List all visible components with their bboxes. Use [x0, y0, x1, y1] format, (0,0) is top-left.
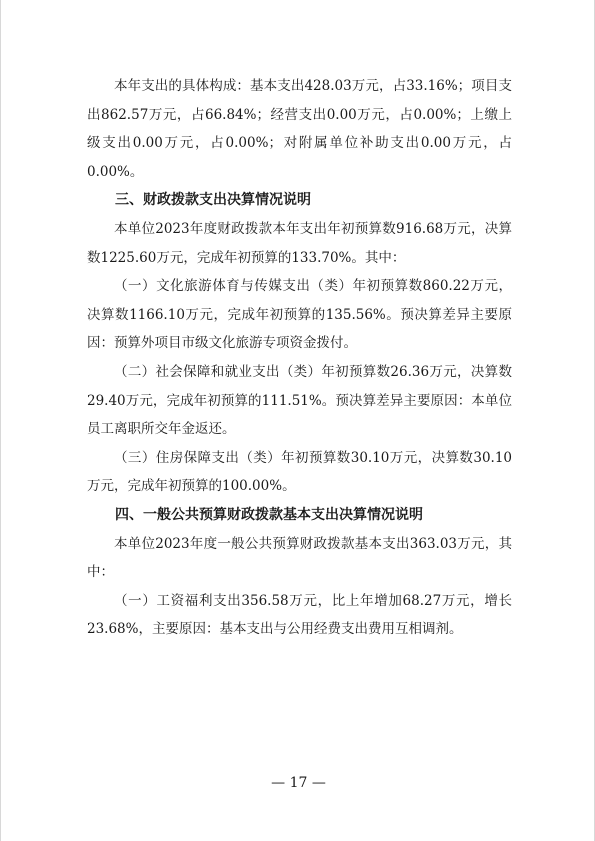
section-heading-4: 四、一般公共预算财政拨款基本支出决算情况说明 — [115, 506, 423, 523]
paragraph-salary-welfare: （一）工资福利支出356.58万元，比上年增加68.27万元，增长23.68%，主要原因：基本支出与公用经费支出费用互相调剂。 — [87, 592, 512, 638]
paragraph-housing: （三）住房保障支出（类）年初预算数30.10万元，决算数30.10万元，完成年初预算的100.00%。 — [87, 449, 512, 495]
paragraph-fiscal-appropriation: 本单位2023年度财政拨款本年支出年初预算数916.68万元，决算数1225.60万元，完成年初预算的133.70%。其中： — [87, 220, 512, 266]
paragraph-culture-tourism: （一）文化旅游体育与传媒支出（类）年初预算数860.22万元，决算数1166.10万元，完成年初预算的135.56%。预决算差异主要原因：预算外项目市级文化旅游专项资金拨付。 — [87, 278, 512, 352]
paragraph-basic-expenditure: 本单位2023年度一般公共预算财政拨款基本支出363.03万元，其中： — [87, 535, 512, 581]
paragraph-expenditure-composition: 本年支出的具体构成：基本支出428.03万元，占33.16%；项目支出862.57万元，占66.84%；经营支出0.00万元，占0.00%；上缴上级支出0.00万元，占0.00%；对附属单位补助支出0.00万元，占0.00%。 — [87, 78, 512, 180]
page-number: — 17 — — [271, 775, 326, 791]
document-body — [87, 72, 512, 644]
paragraph-social-security: （二）社会保障和就业支出（类）年初预算数26.36万元，决算数29.40万元，完成年初预算的111.51%。预决算差异主要原因：本单位员工离职所交年金返还。 — [87, 363, 512, 438]
section-heading-3: 三、财政拨款支出决算情况说明 — [115, 192, 311, 209]
